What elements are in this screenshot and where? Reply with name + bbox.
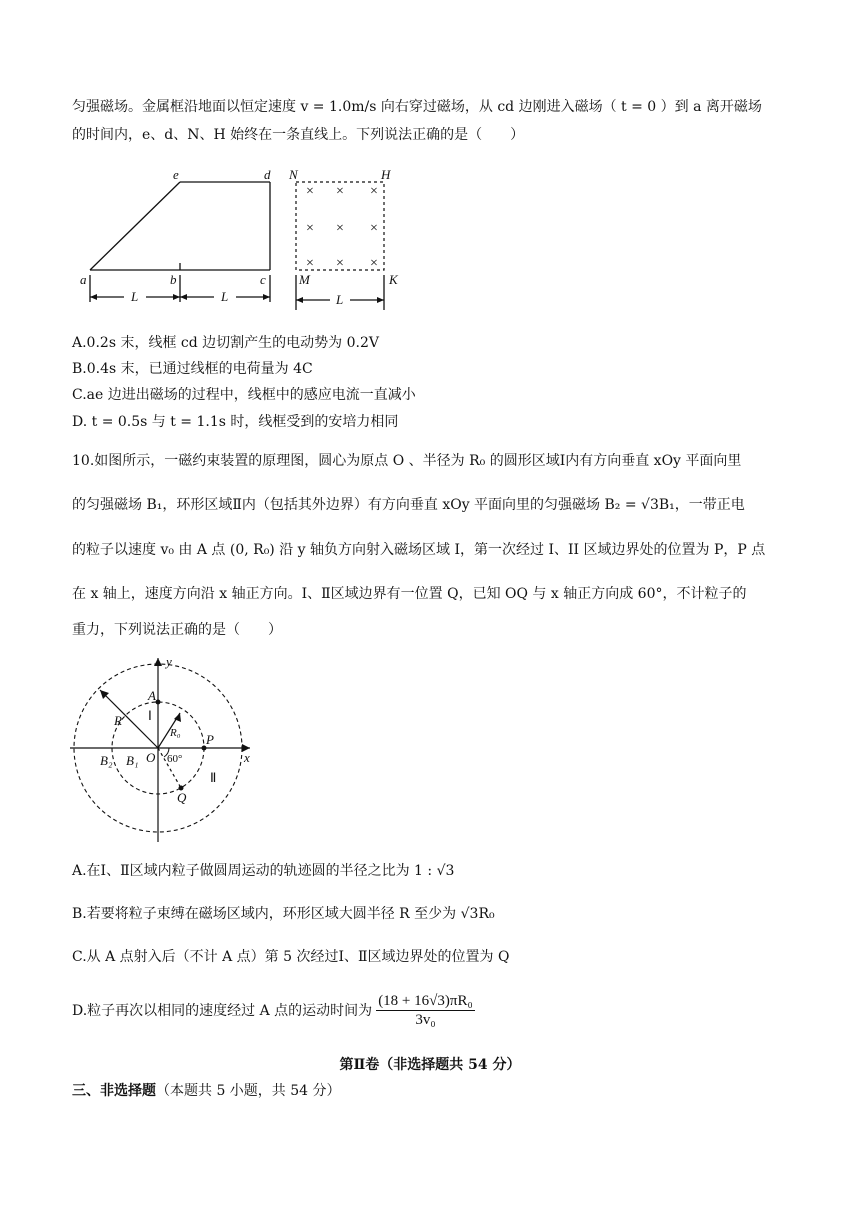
q10-line3: 的粒子以速度 v₀ 由 A 点 (0, R₀) 沿 y 轴负方向射入磁场区域 I，第一次经过 I、II 区域边界处的位置为 P，P 点	[72, 542, 766, 558]
dim-L3: L	[336, 292, 344, 307]
origin-O-label: O	[146, 750, 156, 765]
q9-option-d: D. t = 0.5s 与 t = 1.1s 时，线框受到的安培力相同	[72, 414, 399, 430]
q10-option-d-fraction	[376, 992, 475, 1029]
field-cross: ×	[336, 221, 344, 236]
q9-option-c: C.ae 边进出磁场的过程中，线框中的感应电流一直减小	[72, 387, 416, 403]
point-Q-label: Q	[177, 790, 187, 805]
dim-L2: L	[221, 289, 229, 304]
figure-frame-and-field	[70, 160, 410, 312]
figure-magnetic-confinement	[70, 652, 270, 842]
point-P-label: P	[206, 732, 214, 747]
fraction-denominator: 3v₀	[415, 1012, 436, 1028]
fraction-numerator: (18 + 16√3)πR₀	[378, 993, 473, 1009]
q10-line4: 在 x 轴上，速度方向沿 x 轴正方向。Ⅰ、Ⅱ区域边界有一位置 Q，已知 OQ 与 x 轴正方向成 60°，不计粒子的	[72, 586, 747, 602]
q10-line2: 的匀强磁场 B₁，环形区域Ⅱ内（包括其外边界）有方向垂直 xOy 平面向里的匀强磁场 B₂ = √3B₁，一带正电	[72, 497, 745, 513]
q9-intro-line1: 匀强磁场。金属框沿地面以恒定速度 v = 1.0m/s 向右穿过磁场，从 cd 边刚进入磁场（ t = 0 ）到 a 离开磁场	[72, 99, 762, 115]
field-cross: ×	[306, 256, 314, 271]
q10-line5: 重力，下列说法正确的是（ ）	[72, 622, 282, 638]
field-cross: ×	[306, 221, 314, 236]
label-c: c	[260, 272, 266, 287]
q9-intro-line2: 的时间内，e、d、N、H 始终在一条直线上。下列说法正确的是（ ）	[72, 127, 525, 143]
field-cross: ×	[370, 256, 378, 271]
region-I-label: Ⅰ	[148, 708, 152, 723]
label-M: M	[299, 272, 310, 287]
q10-option-b: B.若要将粒子束缚在磁场区域内，环形区域大圆半径 R 至少为 √3R₀	[72, 906, 495, 922]
label-e: e	[173, 167, 179, 182]
field-cross: ×	[370, 184, 378, 199]
axis-x-label: x	[244, 750, 250, 765]
label-b: b	[170, 272, 177, 287]
region-B2-label: B₂	[100, 753, 113, 768]
point-A-label: A	[148, 688, 156, 703]
field-cross: ×	[336, 256, 344, 271]
field-cross: ×	[336, 184, 344, 199]
label-a: a	[80, 272, 87, 287]
label-N: N	[289, 167, 298, 182]
label-d: d	[264, 167, 271, 182]
axis-y-label: y	[166, 654, 172, 669]
radius-R0-label: R₀	[170, 727, 181, 739]
dim-L1: L	[131, 289, 139, 304]
section-heading-label: 三、非选择题	[72, 1083, 156, 1099]
section-heading-note: （本题共 5 小题，共 54 分）	[156, 1083, 341, 1099]
angle-label: 60°	[167, 753, 183, 765]
radius-R-label: R	[114, 713, 122, 728]
field-cross: ×	[306, 184, 314, 199]
q9-option-a: A.0.2s 末，线框 cd 边切割产生的电动势为 0.2V	[72, 335, 379, 351]
q10-option-d-prefix: D.粒子再次以相同的速度经过 A 点的运动时间为	[72, 1002, 373, 1019]
region-B1-label: B₁	[126, 753, 139, 768]
q10-option-d	[72, 992, 475, 1029]
label-H: H	[381, 167, 391, 182]
section-title: 第Ⅱ卷（非选择题共 54 分）	[339, 1057, 521, 1073]
q9-option-b: B.0.4s 末，已通过线框的电荷量为 4C	[72, 361, 313, 377]
label-K: K	[389, 272, 398, 287]
field-cross: ×	[370, 221, 378, 236]
section-heading	[72, 1081, 341, 1101]
region-II-label: Ⅱ	[210, 770, 217, 785]
q10-option-a: A.在Ⅰ、Ⅱ区域内粒子做圆周运动的轨迹圆的半径之比为 1 : √3	[72, 863, 455, 879]
q10-option-c: C.从 A 点射入后（不计 A 点）第 5 次经过Ⅰ、Ⅱ区域边界处的位置为 Q	[72, 949, 510, 965]
q10-line1: 10.如图所示，一磁约束装置的原理图，圆心为原点 O 、半径为 R₀ 的圆形区域Ⅰ内有方向垂直 xOy 平面向里	[72, 453, 742, 469]
